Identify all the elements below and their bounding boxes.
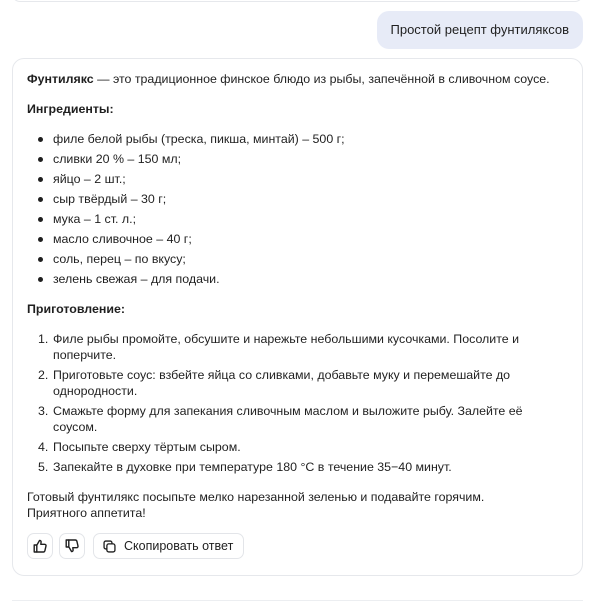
copy-answer-label: Скопировать ответ <box>124 539 234 553</box>
step-text: Приготовьте соус: взбейте яйца со сливками, добавьте муку и перемешайте до однородности. <box>53 368 511 398</box>
step-item <box>27 439 567 455</box>
step-item <box>27 367 567 399</box>
answer-intro <box>27 71 567 87</box>
intro-text: — это традиционное финское блюдо из рыбы, запечённой в сливочном соусе. <box>93 72 550 86</box>
ingredient-item: сыр твёрдый – 30 г; <box>27 191 567 207</box>
outro-line-1: Готовый фунтилякс посыпьте мелко нарезанной зеленью и подавайте горячим. <box>27 490 485 504</box>
step-text: Смажьте форму для запекания сливочным маслом и выложите рыбу. Залейте её соусом. <box>53 404 523 434</box>
ingredients-list <box>27 131 567 287</box>
thumbs-down-icon <box>64 538 80 554</box>
outro-line-2: Приятного аппетита! <box>27 506 146 520</box>
thumbs-up-icon <box>32 538 48 554</box>
user-message-bubble <box>377 11 584 49</box>
ingredients-heading: Ингредиенты: <box>27 102 114 116</box>
assistant-answer-card <box>12 58 583 576</box>
step-text: Посыпьте сверху тёртым сыром. <box>53 440 241 454</box>
step-number: 2. <box>38 368 49 382</box>
step-item <box>27 403 567 435</box>
answer-actions <box>27 533 244 559</box>
step-number: 4. <box>38 440 49 454</box>
step-item <box>27 459 567 475</box>
ingredient-item: соль, перец – по вкусу; <box>27 251 567 267</box>
bottom-divider <box>12 600 583 601</box>
ingredient-item: филе белой рыбы (треска, пикша, минтай) – 500 г; <box>27 131 567 147</box>
steps-heading: Приготовление: <box>27 302 125 316</box>
ingredient-item: яйцо – 2 шт.; <box>27 171 567 187</box>
ingredient-item: сливки 20 % – 150 мл; <box>27 151 567 167</box>
dislike-button[interactable] <box>59 533 85 559</box>
ingredient-item: масло сливочное – 40 г; <box>27 231 567 247</box>
user-message-text: Простой рецепт фунтиляксов <box>390 22 569 37</box>
step-number: 1. <box>38 332 49 346</box>
steps-list <box>27 331 567 475</box>
step-number: 3. <box>38 404 49 418</box>
answer-outro <box>27 489 567 521</box>
step-text: Филе рыбы промойте, обсушите и нарежьте небольшими кусочками. Посолите и поперчите. <box>53 332 520 362</box>
copy-icon <box>102 539 117 554</box>
step-text: Запекайте в духовке при температуре 180 °C в течение 35−40 минут. <box>53 460 452 474</box>
ingredient-item: мука – 1 ст. л.; <box>27 211 567 227</box>
answer-body <box>27 71 567 521</box>
ingredient-item: зелень свежая – для подачи. <box>27 271 567 287</box>
copy-answer-button[interactable] <box>93 533 244 559</box>
like-button[interactable] <box>27 533 53 559</box>
intro-term: Фунтилякс <box>27 72 94 86</box>
step-number: 5. <box>38 460 49 474</box>
step-item <box>27 331 567 363</box>
previous-message-card <box>12 0 583 2</box>
